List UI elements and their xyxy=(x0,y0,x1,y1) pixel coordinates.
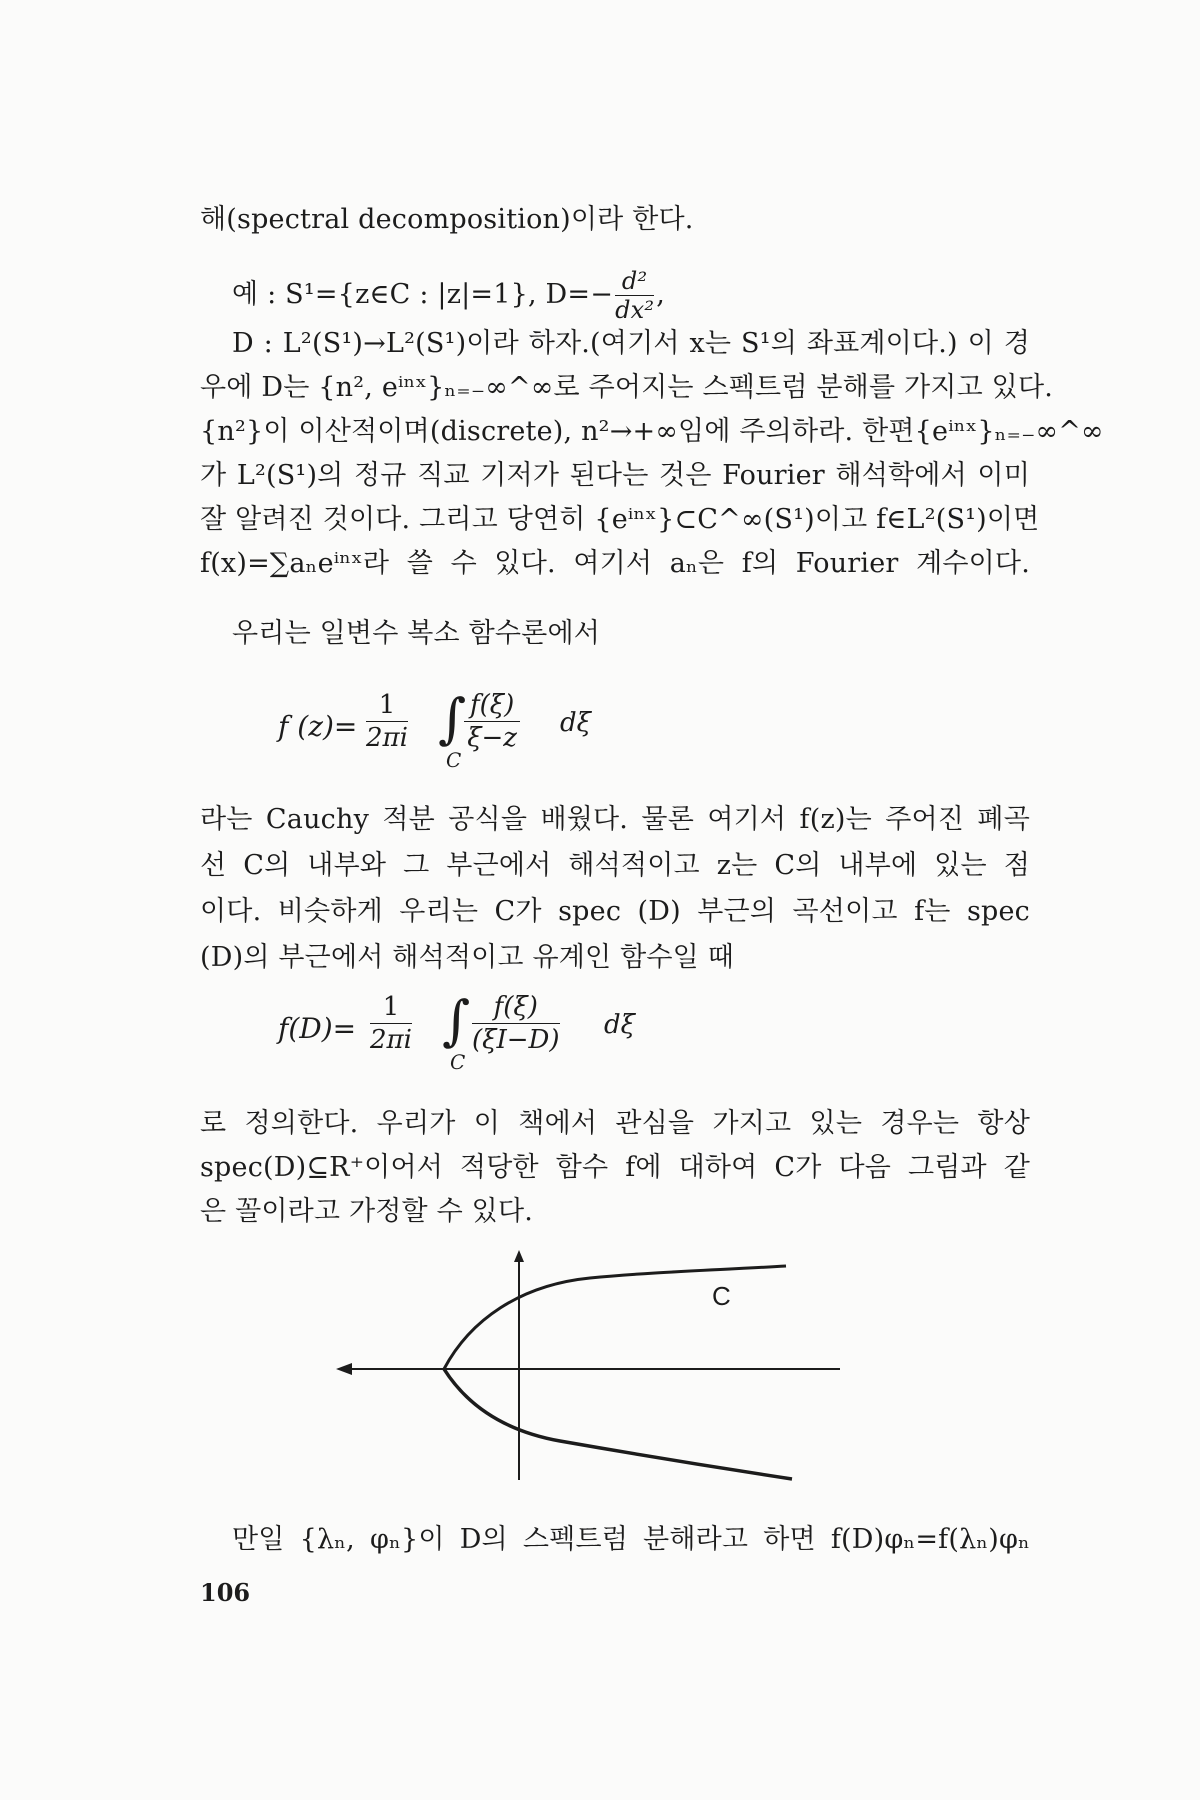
integral-sign-2: ∫ xyxy=(442,989,471,1052)
imaginary-axis-arrowhead xyxy=(514,1250,524,1262)
operator-formula xyxy=(278,989,698,1074)
text-line-16: 은 꼴이라고 가정할 수 있다. xyxy=(200,1196,534,1227)
example-tail: , xyxy=(656,279,665,310)
operator-integrand-den: (ξI−D) xyxy=(472,1025,560,1055)
text-line-7: 잘 알려진 것이다. 그리고 당연히 {eⁱⁿˣ}⊂C^∞(S¹)이고 f∈L²(S¹)이면 xyxy=(200,504,1040,535)
operator-coef-num: 1 xyxy=(370,992,412,1024)
text-line-14: 로 정의한다. 우리가 이 책에서 관심을 가지고 있는 경우는 항상 xyxy=(200,1108,1030,1139)
cauchy-coef xyxy=(366,690,408,753)
operator-coef xyxy=(370,992,412,1055)
operator-lhs: f(D)= xyxy=(278,1012,357,1045)
contour-label-2: C xyxy=(450,1050,466,1074)
example-frac-den: dx² xyxy=(615,296,655,324)
contour-upper-branch xyxy=(444,1266,786,1369)
text-line-8: f(x)=∑aₙeⁱⁿˣ라 쓸 수 있다. 여기서 aₙ은 f의 Fourier 계수이다. xyxy=(200,548,1030,579)
text-line-3: D : L²(S¹)→L²(S¹)이라 하자.(여기서 x는 S¹의 좌표계이다.) 이 경 xyxy=(232,328,1030,359)
text-line-17: 만일 {λₙ, φₙ}이 D의 스펙트럼 분해라고 하면 f(D)φₙ=f(λₙ)φₙ xyxy=(232,1524,1030,1555)
text-line-9: 우리는 일변수 복소 함수론에서 xyxy=(232,618,601,649)
example-fraction xyxy=(615,268,654,323)
text-line-11: 선 C의 내부와 그 부근에서 해석적이고 z는 C의 내부에 있는 점 xyxy=(200,850,1030,881)
cauchy-integrand-den: ξ−z xyxy=(467,723,518,753)
text-line-5: {n²}이 이산적이며(discrete), n²→+∞임에 주의하라. 한편{eⁱⁿˣ}ₙ₌₋∞^∞ xyxy=(200,416,1104,447)
operator-dvar: dξ xyxy=(604,1010,635,1040)
operator-integrand xyxy=(472,992,560,1055)
cauchy-dvar: dξ xyxy=(560,708,591,738)
operator-coef-den: 2πi xyxy=(370,1025,412,1055)
curve-label: C xyxy=(712,1281,731,1311)
real-axis-arrowhead xyxy=(336,1363,352,1375)
text-line-4: 우에 D는 {n², eⁱⁿˣ}ₙ₌₋∞^∞로 주어지는 스펙트럼 분해를 가지고 있다. xyxy=(200,372,1054,403)
example-line xyxy=(232,268,1062,323)
cauchy-coef-den: 2πi xyxy=(366,723,408,753)
cauchy-integrand-num: f(ξ) xyxy=(464,690,520,722)
example-frac-num: d² xyxy=(615,268,654,296)
cauchy-formula xyxy=(278,687,678,772)
cauchy-lhs: f (z)= xyxy=(278,710,358,743)
example-label: 예 : S¹={z∈C : |z|=1}, D=− xyxy=(232,279,614,310)
text-line-15: spec(D)⊆R⁺이어서 적당한 함수 f에 대하여 C가 다음 그림과 같 xyxy=(200,1152,1030,1183)
text-line-6: 가 L²(S¹)의 정규 직교 기저가 된다는 것은 Fourier 해석학에서 이미 xyxy=(200,460,1030,491)
text-line-10: 라는 Cauchy 적분 공식을 배웠다. 물론 여기서 f(z)는 주어진 폐곡 xyxy=(200,804,1030,835)
text-line-1: 해(spectral decomposition)이라 한다. xyxy=(200,204,694,235)
cauchy-coef-num: 1 xyxy=(366,690,408,722)
integral-sign: ∫ xyxy=(438,687,467,750)
contour-lower-branch xyxy=(444,1369,792,1479)
text-line-13: (D)의 부근에서 해석적이고 유계인 함수일 때 xyxy=(200,942,735,973)
cauchy-integrand xyxy=(464,690,520,753)
contour-label: C xyxy=(446,748,462,772)
page-number: 106 xyxy=(200,1578,251,1607)
operator-integrand-num: f(ξ) xyxy=(472,992,560,1024)
text-line-12: 이다. 비슷하게 우리는 C가 spec (D) 부근의 곡선이고 f는 spec xyxy=(200,896,1030,927)
